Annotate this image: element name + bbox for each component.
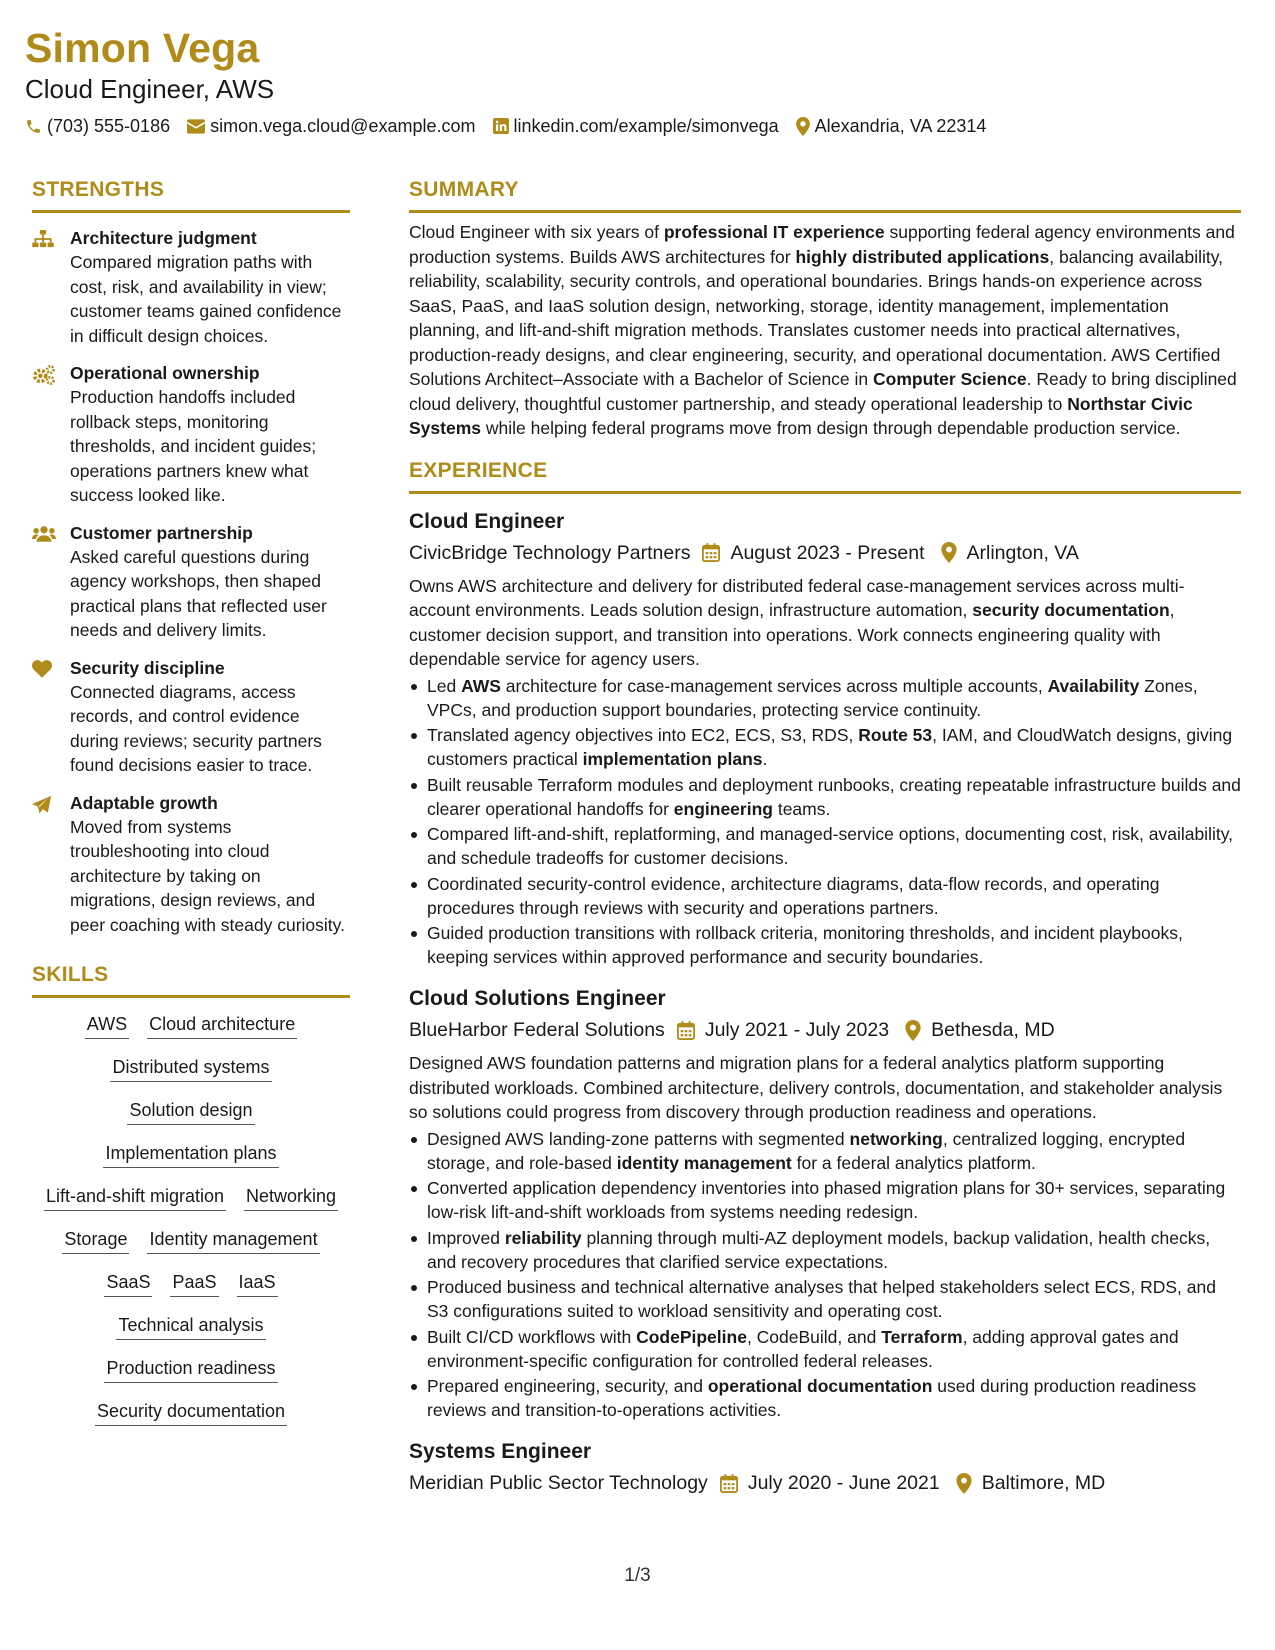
text-segment: Designed AWS landing-zone patterns with segmented — [427, 1128, 850, 1149]
strengths-section — [32, 176, 350, 937]
text-segment: Owns AWS architecture and delivery for distributed federal case-management services across multi-account environments. Leads solution design, infrastructure automation, — [409, 575, 1185, 620]
contact-location — [796, 114, 987, 138]
strength-title: Operational ownership — [70, 363, 260, 383]
summary-heading: SUMMARY — [409, 178, 519, 201]
envelope-icon — [187, 119, 205, 134]
list-item — [409, 822, 1241, 870]
strength-body — [70, 657, 350, 778]
strength-body — [70, 227, 350, 348]
skill-row — [32, 1098, 350, 1125]
skill-tag: Distributed systems — [110, 1055, 271, 1082]
skill-row — [32, 1399, 350, 1426]
contact-phone — [25, 114, 170, 138]
strength-item — [32, 657, 350, 778]
page-number: 1/3 — [624, 1565, 651, 1586]
skills-section — [32, 961, 350, 1426]
skill-tag: Identity management — [147, 1227, 319, 1254]
text-segment: for a federal analytics platform. — [791, 1152, 1036, 1173]
emphasis-text: networking — [849, 1128, 943, 1149]
resume-header — [25, 24, 1250, 138]
text-segment: Prepared engineering, security, and — [427, 1376, 708, 1396]
job-title: Systems Engineer — [409, 1440, 592, 1463]
strength-text: Production handoffs included rollback steps, monitoring thresholds, and incident guides; operations partners knew what success looked like. — [70, 387, 317, 505]
skill-tag: Networking — [244, 1184, 338, 1211]
job-entry — [409, 985, 1241, 1422]
heart-icon — [32, 657, 70, 778]
emphasis-text: security documentation — [972, 600, 1170, 620]
strength-item — [32, 227, 350, 348]
emphasis-text: Northstar Civic Systems — [409, 393, 1193, 438]
job-location: Baltimore, MD — [981, 1472, 1106, 1494]
skill-tag: Solution design — [127, 1098, 254, 1125]
list-item — [409, 773, 1241, 821]
text-segment: . — [762, 749, 768, 769]
job-meta — [409, 539, 1241, 567]
text-segment: Compared lift-and-shift, replatforming, and managed-service options, documenting cost, risk, availability, and schedule tradeoffs for customer decisions. — [427, 824, 1234, 868]
linkedin-icon — [493, 118, 509, 134]
text-segment: , adding approval gates and environment-specific configuration for controlled federal releases. — [427, 1326, 1179, 1371]
strength-item — [32, 362, 350, 508]
emphasis-text: Availability — [1047, 675, 1140, 696]
job-bullets — [409, 1127, 1241, 1423]
emphasis-text: highly distributed applications — [795, 246, 1050, 267]
skill-row — [32, 1012, 350, 1039]
section-divider — [409, 491, 1241, 494]
emphasis-text: implementation plans — [582, 749, 763, 769]
experience-section — [409, 457, 1241, 1498]
skill-tag: AWS — [85, 1012, 129, 1039]
calendar-icon — [677, 1021, 695, 1040]
strength-text: Connected diagrams, access records, and control evidence during reviews; security partners found decisions easier to trace. — [70, 681, 322, 775]
candidate-title: Cloud Engineer, AWS — [25, 74, 275, 104]
skill-tag: Storage — [62, 1227, 129, 1254]
text-segment: Built reusable Terraform modules and deployment runbooks, creating repeatable infrastructure builds and clearer operational handoffs for — [427, 774, 1241, 819]
job-dates: August 2023 - Present — [730, 541, 925, 564]
job-company: BlueHarbor Federal Solutions — [409, 1019, 665, 1041]
list-item — [409, 674, 1241, 722]
jobs-list — [409, 508, 1241, 1498]
strength-body — [70, 362, 350, 508]
emphasis-text: identity management — [616, 1152, 792, 1173]
emphasis-text: professional IT experience — [663, 222, 885, 242]
summary-text — [409, 220, 1241, 441]
strength-title: Architecture judgment — [70, 228, 257, 248]
text-segment: Produced business and technical alternative analyses that helped stakeholders select ECS, RDS, and S3 configurations suited to workload sensitivity and operating cost. — [427, 1277, 1216, 1321]
skill-row — [32, 1356, 350, 1383]
map-pin-icon — [905, 1020, 921, 1041]
users-icon — [32, 522, 70, 643]
text-segment: Coordinated security-control evidence, architecture diagrams, data-flow records, and operating procedures through reviews with security and operations partners. — [427, 873, 1160, 918]
job-company: CivicBridge Technology Partners — [409, 541, 691, 564]
strengths-list — [32, 227, 350, 937]
skill-tag: Technical analysis — [116, 1313, 265, 1340]
phone-icon — [25, 118, 42, 135]
text-segment: planning through multi-AZ deployment models, backup validation, health checks, and recovery procedures that clarified service expectations. — [427, 1227, 1211, 1272]
text-segment: , IAM, and CloudWatch designs, giving customers practical — [427, 725, 1233, 769]
list-item — [409, 723, 1241, 771]
linkedin-link[interactable]: linkedin.com/example/simonvega — [513, 116, 779, 136]
job-location: Bethesda, MD — [931, 1019, 1055, 1041]
job-title: Cloud Engineer — [409, 509, 565, 533]
skill-tag: Production readiness — [104, 1356, 277, 1383]
strength-text: Moved from systems troubleshooting into cloud architecture by taking on migrations, design reviews, and peer coaching with steady curiosity. — [70, 816, 345, 935]
list-item — [409, 1127, 1241, 1175]
map-pin-icon — [796, 117, 810, 136]
strength-title: Security discipline — [70, 657, 225, 678]
calendar-icon — [720, 1474, 738, 1493]
phone-text: (703) 555-0186 — [47, 116, 171, 136]
text-segment: Built CI/CD workflows with — [427, 1326, 637, 1347]
text-segment: Zones, VPCs, and production support boundaries, protecting service continuity. — [427, 675, 1198, 720]
strength-title: Adaptable growth — [70, 792, 218, 813]
strength-body — [70, 792, 350, 938]
text-segment: , balancing availability, reliability, scalability, security controls, and operational boundaries. Brings hands-on experience across SaaS, PaaS, and IaaS solution design, networking, storage, identity management, implementation planning, and lift-and-shift migration methods. Translates customer needs into practical alternatives, production-ready designs, and clear engineering, security, and operational documentation. AWS Certified Solutions Architect–Associate with a Bachelor of Science in — [409, 246, 1224, 389]
text-segment: , CodeBuild, and — [746, 1326, 882, 1347]
skill-tag: PaaS — [170, 1270, 218, 1297]
skill-row — [32, 1184, 350, 1211]
strength-text: Asked careful questions during agency workshops, then shaped practical plans that reflected user needs and delivery limits. — [70, 546, 327, 640]
job-description — [409, 574, 1241, 672]
job-meta — [409, 1016, 1241, 1044]
emphasis-text: Route 53 — [858, 725, 933, 745]
strength-body — [70, 522, 350, 643]
emphasis-text: reliability — [504, 1227, 582, 1248]
emphasis-text: CodePipeline — [636, 1326, 747, 1347]
job-location: Arlington, VA — [966, 541, 1079, 564]
text-segment: Guided production transitions with rollback criteria, monitoring thresholds, and incident playbooks, keeping services within approved performance and security boundaries. — [427, 923, 1183, 967]
email-link[interactable]: simon.vega.cloud@example.com — [210, 116, 476, 136]
skills-heading: SKILLS — [32, 963, 109, 986]
list-item — [409, 1275, 1241, 1323]
section-divider — [32, 210, 350, 213]
job-meta — [409, 1469, 1241, 1497]
list-item — [409, 1176, 1241, 1224]
right-column — [409, 176, 1241, 1497]
text-segment: Designed AWS foundation patterns and migration plans for a federal analytics platform supporting distributed workloads. Combined architecture, delivery controls, documentation, and stakeholder analysis so solutions could progress from discovery through production readiness and operations. — [409, 1053, 1223, 1122]
job-dates: July 2021 - July 2023 — [704, 1019, 890, 1041]
text-segment: . Ready to bring disciplined cloud delivery, thoughtful customer partnership, and steady operational leadership to — [409, 369, 1237, 414]
skills-list — [32, 1012, 350, 1426]
text-segment: , customer decision support, and transition into operations. Work connects engineering quality with dependable service for agency users. — [409, 600, 1175, 669]
skill-row — [32, 1055, 350, 1082]
calendar-icon — [702, 543, 720, 562]
skill-tag: Implementation plans — [103, 1141, 278, 1168]
emphasis-text: Computer Science — [873, 369, 1027, 389]
text-segment: teams. — [772, 798, 831, 819]
strengths-heading: STRENGTHS — [32, 178, 165, 201]
skill-tag: Security documentation — [95, 1399, 287, 1426]
list-item — [409, 1374, 1241, 1422]
emphasis-text: operational documentation — [707, 1376, 933, 1396]
skill-tag: Cloud architecture — [147, 1012, 297, 1039]
experience-heading: EXPERIENCE — [409, 458, 548, 482]
text-segment: Led — [427, 675, 462, 696]
left-column — [32, 176, 350, 1442]
job-company: Meridian Public Sector Technology — [409, 1472, 708, 1494]
map-pin-icon — [941, 542, 957, 563]
strength-text: Compared migration paths with cost, risk, and availability in view; customer teams gained confidence in difficult design choices. — [70, 252, 342, 346]
skill-tag: Lift-and-shift migration — [44, 1184, 226, 1211]
location-text: Alexandria, VA 22314 — [814, 116, 987, 136]
text-segment: Cloud Engineer with six years of — [409, 222, 664, 242]
paper-plane-icon — [32, 792, 70, 938]
text-segment: Improved — [427, 1227, 505, 1248]
job-bullets — [409, 674, 1241, 970]
contact-bar — [25, 114, 1250, 138]
text-segment: while helping federal programs move from design through dependable production service. — [481, 418, 1181, 438]
section-divider — [32, 995, 350, 998]
text-segment: supporting federal agency environments and production systems. Builds AWS architectures for — [409, 222, 1235, 267]
strength-item — [32, 522, 350, 643]
strength-item — [32, 792, 350, 938]
job-title: Cloud Solutions Engineer — [409, 987, 666, 1010]
job-dates: July 2020 - June 2021 — [747, 1472, 940, 1494]
summary-section — [409, 176, 1241, 441]
list-item — [409, 872, 1241, 920]
list-item — [409, 1226, 1241, 1274]
section-divider — [409, 210, 1241, 213]
text-segment: Converted application dependency inventories into phased migration plans for 30+ services, separating low-risk lift-and-shift workloads from systems needing redesign. — [427, 1178, 1226, 1222]
skill-row — [32, 1313, 350, 1340]
text-segment: , centralized logging, encrypted storage, and role-based — [427, 1128, 1186, 1173]
skill-tag: SaaS — [104, 1270, 152, 1297]
gears-icon — [32, 362, 70, 508]
emphasis-text: AWS — [461, 675, 501, 696]
candidate-name: Simon Vega — [25, 25, 260, 71]
contact-linkedin[interactable] — [493, 114, 779, 138]
text-segment: Translated agency objectives into EC2, ECS, S3, RDS, — [427, 725, 859, 745]
emphasis-text: Terraform — [881, 1326, 963, 1347]
skill-row — [32, 1141, 350, 1168]
list-item — [409, 921, 1241, 969]
text-segment: used during production readiness reviews and transition-to-operations activities. — [427, 1376, 1197, 1420]
sitemap-icon — [32, 227, 70, 348]
list-item — [409, 1325, 1241, 1373]
skill-row — [32, 1227, 350, 1254]
strength-title: Customer partnership — [70, 522, 253, 543]
job-description — [409, 1051, 1241, 1125]
skill-tag: IaaS — [237, 1270, 278, 1297]
map-pin-icon — [956, 1473, 972, 1494]
job-entry — [409, 1438, 1241, 1497]
job-entry — [409, 508, 1241, 970]
text-segment: architecture for case-management services across multiple accounts, — [500, 675, 1048, 696]
skill-row — [32, 1270, 350, 1297]
contact-email[interactable] — [187, 114, 475, 138]
emphasis-text: engineering — [673, 798, 773, 819]
